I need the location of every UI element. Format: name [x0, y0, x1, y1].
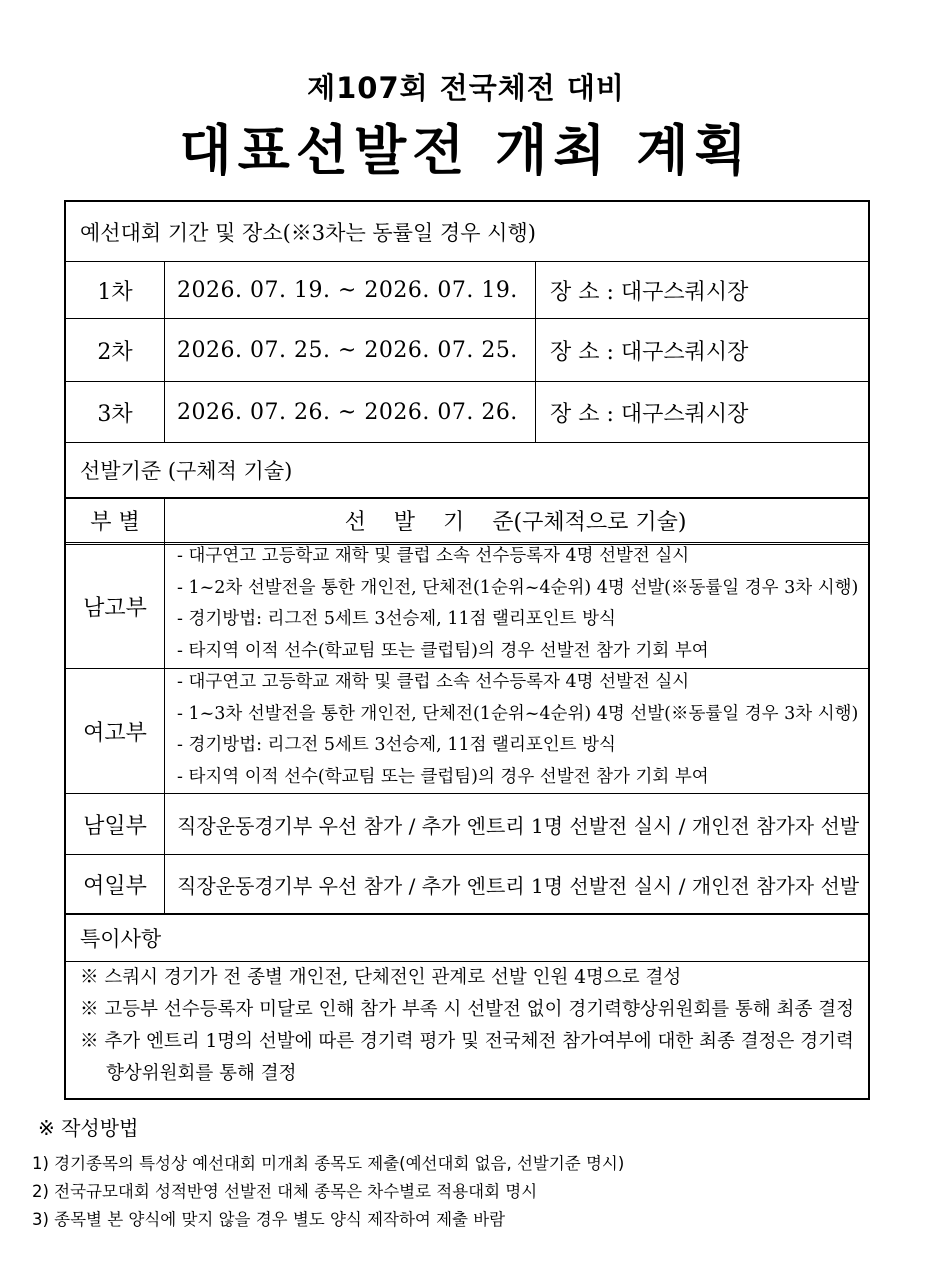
division-column-header: 부 별: [90, 510, 140, 535]
division-label: 남일부: [83, 813, 147, 839]
notes-list: [66, 962, 866, 1098]
note-item: ※ 추가 엔트리 1명의 선발에 따른 경기력 평가 및 전국체전 참가여부에 대한 최종 결정은 경기력: [80, 1031, 854, 1052]
preliminary-heading: 예선대회 기간 및 장소(※3차는 동률일 경우 시행): [80, 220, 536, 245]
note-item: ※ 고등부 선수등록자 미달로 인해 참가 부족 시 선발전 없이 경기력향상위원회를 통해 최종 결정: [80, 999, 855, 1020]
criteria-list: [165, 667, 866, 793]
criteria-text: 직장운동경기부 우선 참가 / 추가 엔트리 1명 선발전 실시 / 개인전 참가자 선발: [177, 813, 860, 838]
round-label: 3차: [97, 401, 133, 427]
criteria-text: 직장운동경기부 우선 참가 / 추가 엔트리 1명 선발전 실시 / 개인전 참가자 선발: [177, 873, 860, 898]
criteria-heading: 선발기준 (구체적 기술): [80, 459, 293, 483]
howto-item: 2) 전국규모대회 성적반영 선발전 대체 종목은 차수별로 적용대회 명시: [32, 1182, 538, 1201]
howto-item: 3) 종목별 본 양식에 맞지 않을 경우 별도 양식 제작하여 제출 바람: [32, 1210, 506, 1229]
howto-heading: ※ 작성방법: [38, 1116, 139, 1140]
criteria-line: - 1~2차 선발전을 통한 개인전, 단체전(1순위~4순위) 4명 선발(※동률일 경우 3차 시행): [177, 577, 859, 598]
criteria-line: - 타지역 이적 선수(학교팀 또는 클럽팀)의 경우 선발전 참가 기회 부여: [177, 766, 709, 787]
round-venue: 장 소 : 대구스쿼시장: [550, 339, 749, 365]
criteria-line: - 대구연고 고등학교 재학 및 클럽 소속 선수등록자 4명 선발전 실시: [177, 672, 690, 692]
round-period: 2026. 07. 19. ~ 2026. 07. 19.: [177, 277, 518, 303]
criteria-line: - 1~3차 선발전을 통한 개인전, 단체전(1순위~4순위) 4명 선발(※동률일 경우 3차 시행): [177, 703, 859, 724]
round-venue: 장 소 : 대구스쿼시장: [550, 401, 749, 427]
howto-item: 1) 경기종목의 특성상 예선대회 미개최 종목도 제출(예선대회 없음, 선발기준 명시): [32, 1154, 625, 1173]
document-title: 대표선발전 개최 계획: [179, 119, 753, 182]
criteria-line: - 대구연고 고등학교 재학 및 클럽 소속 선수등록자 4명 선발전 실시: [177, 546, 690, 566]
round-label: 2차: [97, 339, 133, 365]
note-item: ※ 스쿼시 경기가 전 종별 개인전, 단체전인 관계로 선발 인원 4명으로 결성: [80, 967, 682, 988]
round-label: 1차: [97, 279, 133, 305]
criteria-line: - 경기방법: 리그전 5세트 3선승제, 11점 랠리포인트 방식: [177, 609, 616, 629]
notes-heading: 특이사항: [80, 927, 162, 951]
round-venue: 장 소 : 대구스쿼시장: [550, 279, 749, 305]
note-item-continuation: 향상위원회를 통해 결정: [106, 1063, 297, 1084]
criteria-list: [165, 541, 866, 668]
criteria-line: - 경기방법: 리그전 5세트 3선승제, 11점 랠리포인트 방식: [177, 735, 616, 755]
division-label: 여고부: [83, 720, 147, 746]
round-period: 2026. 07. 25. ~ 2026. 07. 25.: [177, 337, 518, 363]
criteria-column-header: 선 발 기 준(구체적으로 기술): [344, 510, 687, 535]
division-label: 남고부: [83, 596, 147, 621]
criteria-line: - 타지역 이적 선수(학교팀 또는 클럽팀)의 경우 선발전 참가 기회 부여: [177, 640, 709, 661]
round-period: 2026. 07. 26. ~ 2026. 07. 26.: [177, 399, 518, 425]
document-subtitle: 제107회 전국체전 대비: [307, 71, 625, 105]
howto-list: [32, 1150, 624, 1234]
division-label: 여일부: [83, 873, 147, 899]
